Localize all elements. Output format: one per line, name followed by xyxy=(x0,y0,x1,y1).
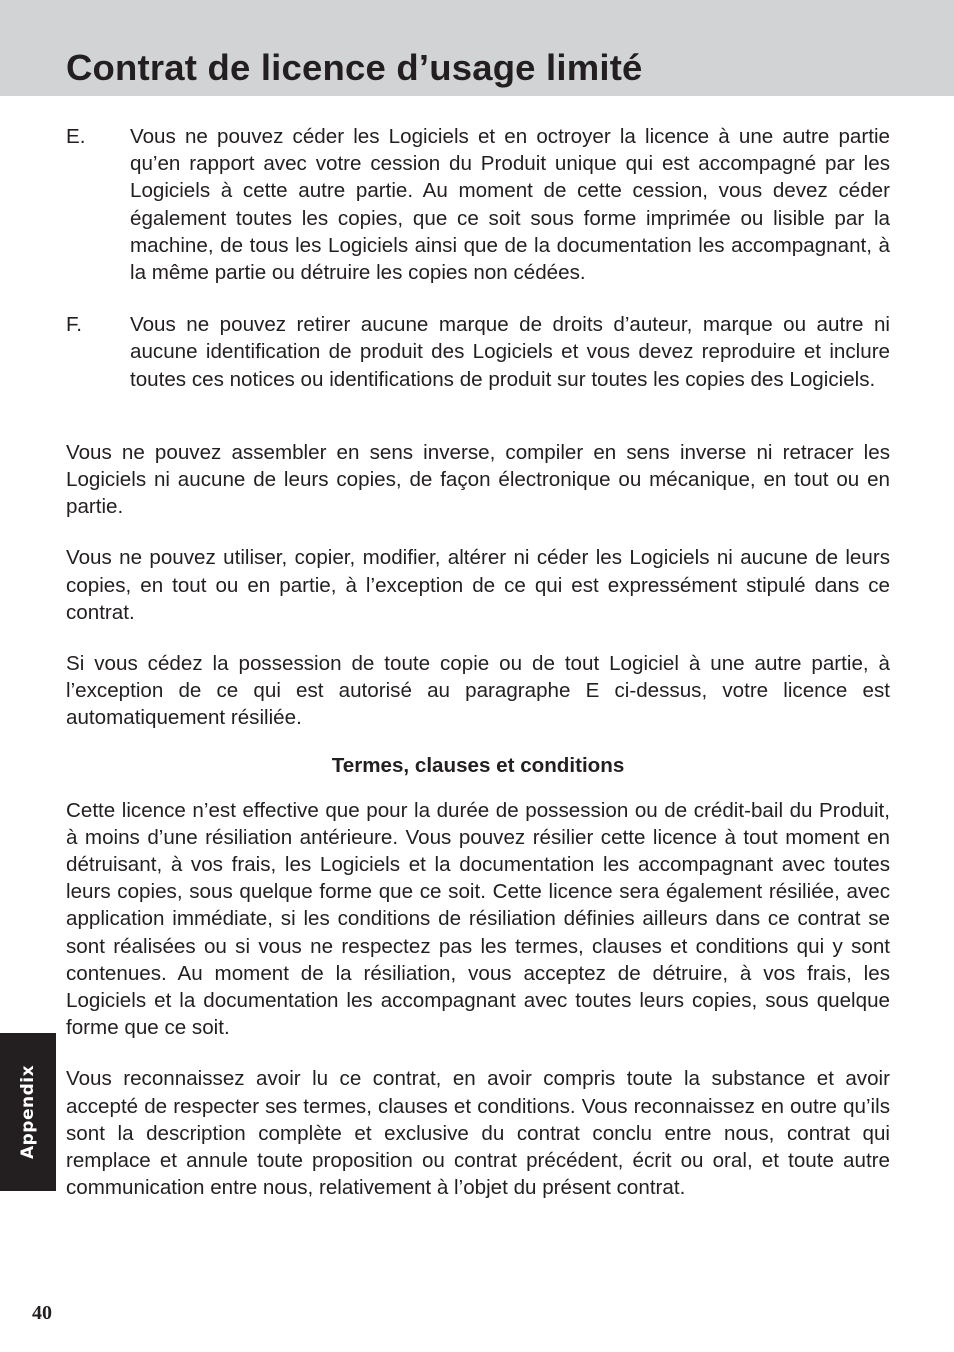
side-tab-appendix xyxy=(0,1033,56,1191)
page-title: Contrat de licence d’usage limité xyxy=(66,47,643,88)
paragraph-license-term: Cette licence n’est effective que pour la durée de possession ou de crédit-bail du Produit, à moins d’une résiliation antérieure. Vous pouvez résilier cette licence à tout moment en détruisant, à vos frais, les Logiciels et la documentation les accompagnant avec toutes leurs copies, sous quelque forme que ce soit. Cette licence sera également résiliée, avec application immédiate, si les conditions de résiliation définies ailleurs dans ce contrat se sont réalisées ou si vous ne respectez pas les termes, clauses et conditions qui y sont contenues. Au moment de la résiliation, vous acceptez de détruire, à vos frais, les Logiciels et la documentation les accompagnant avec toutes leurs copies, sous quelque forme que ce soit. xyxy=(66,798,890,1040)
list-item-letter: E. xyxy=(66,125,86,148)
list-item-text: Vous ne pouvez céder les Logiciels et en octroyer la licence à une autre partie qu’en rapport avec votre cession du Produit unique qui est accompagné par les Logiciels à cette autre partie. Au moment de cette cession, vous devez céder également toutes les copies, que ce soit sous forme imprimée ou lisible par la machine, de tous les Logiciels ainsi que de la documentation les accompagnant, à la même partie ou détruire les copies non cédées. xyxy=(130,125,890,285)
side-tab-label: Appendix xyxy=(18,1064,38,1160)
document-body xyxy=(66,123,890,1226)
list-item-text: Vous ne pouvez retirer aucune marque de droits d’auteur, marque ou autre ni aucune identification de produit des Logiciels et vous devez reproduire et inclure toutes ces notices ou identifications de produit sur toutes les copies des Logiciels. xyxy=(130,313,890,391)
paragraph-usage-restrictions: Vous ne pouvez utiliser, copier, modifier, altérer ni céder les Logiciels ni aucune de leurs copies, en tout ou en partie, à l’exception de ce qui est expressément stipulé dans ce contrat. xyxy=(66,546,890,624)
list-item-letter: F. xyxy=(66,313,83,337)
paragraph-reverse-engineering: Vous ne pouvez assembler en sens inverse, compiler en sens inverse ni retracer les Logiciels ni aucune de leurs copies, de façon électronique ou mécanique, en tout ou en partie. xyxy=(66,440,890,519)
page-number: 40 xyxy=(32,1302,52,1324)
paragraph-acknowledgement: Vous reconnaissez avoir lu ce contrat, en avoir compris toute la substance et avoir accepté de respecter ses termes, clauses et conditions. Vous reconnaissez en outre qu’ils sont la description complète et exclusive du contrat conclu entre nous, contrat qui remplace et annule toute proposition ou contrat précédent, écrit ou oral, et toute autre communication entre nous, relativement à l’objet du présent contrat. xyxy=(66,1067,890,1200)
list-item-e xyxy=(66,123,890,286)
list-item-f xyxy=(66,311,890,393)
paragraph-transfer-termination: Si vous cédez la possession de toute copie ou de tout Logiciel à une autre partie, à l’exception de ce qui est autorisé au paragraphe E ci-dessus, votre licence est automatiquement résiliée. xyxy=(66,652,890,730)
section-heading: Termes, clauses et conditions xyxy=(331,753,625,777)
